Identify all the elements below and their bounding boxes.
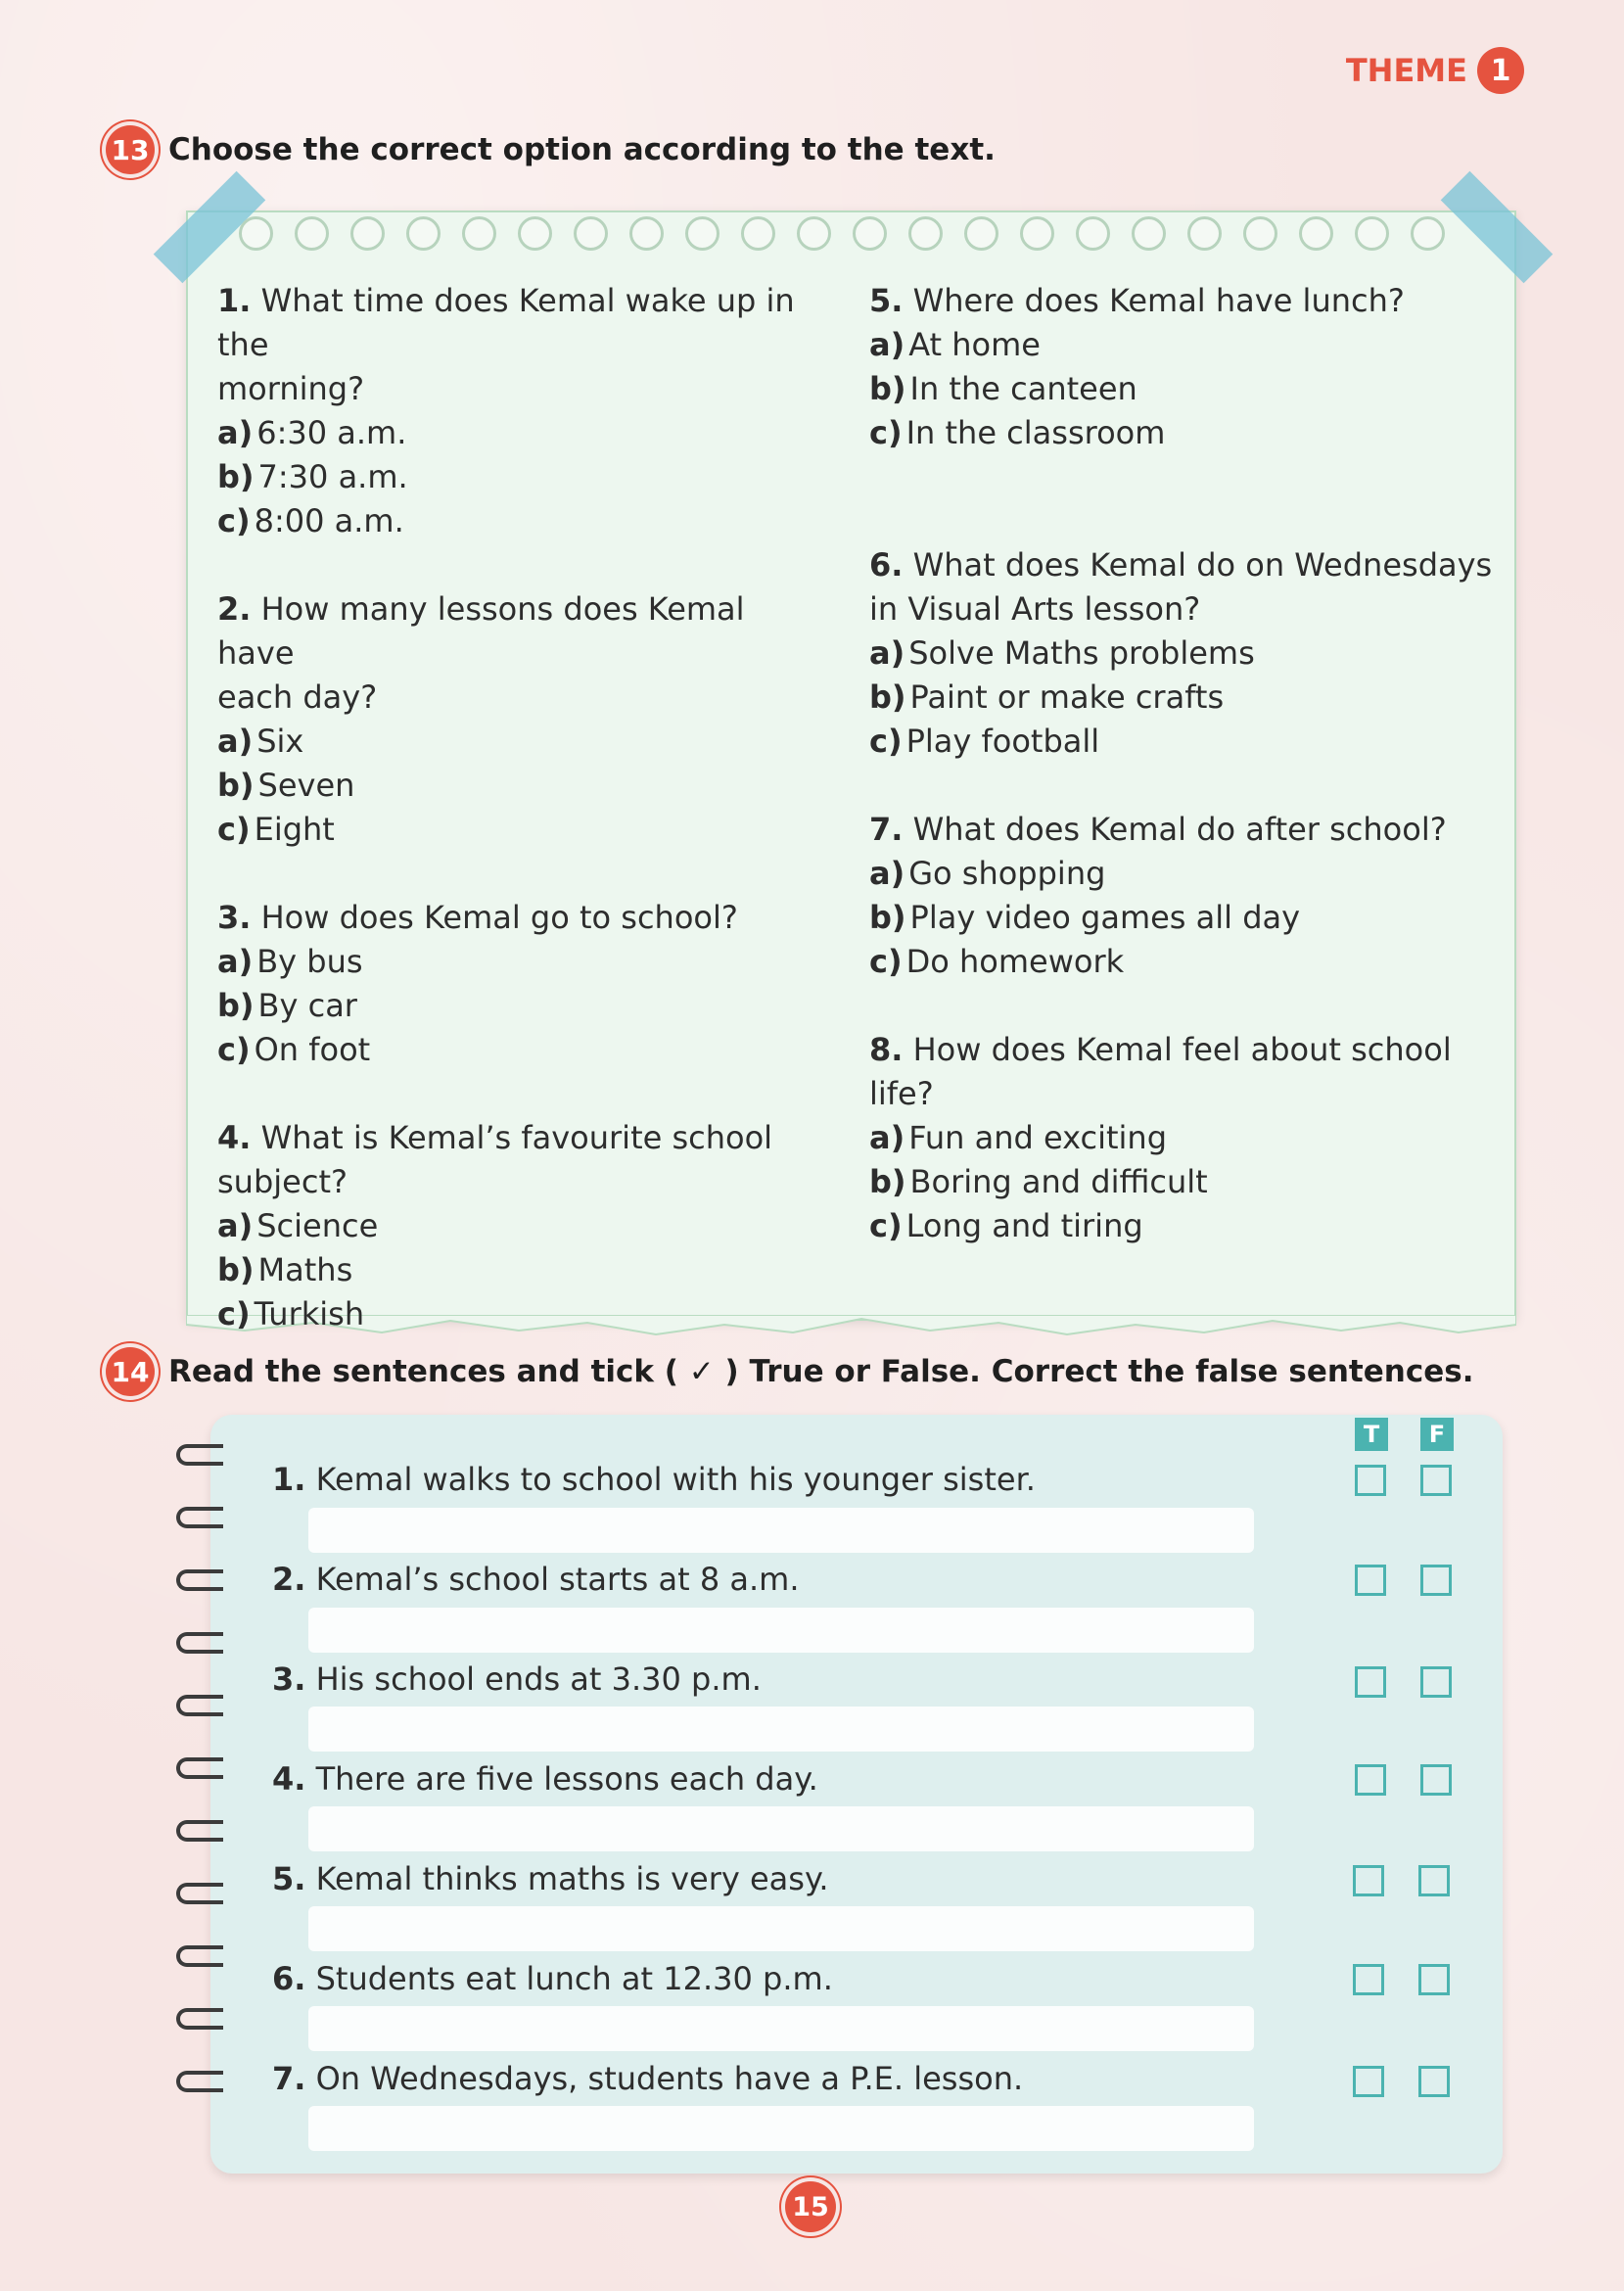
option-c[interactable]: c) Play football [869, 723, 1100, 760]
question-8 [869, 1028, 1496, 1248]
exercise-13-notebook-card [186, 210, 1516, 1333]
exercise-14-number: 14 [106, 1347, 155, 1396]
spiral-ring [176, 1757, 223, 1779]
question-text: Where does Kemal have lunch? [912, 282, 1405, 319]
sentence-number: 4. [272, 1760, 306, 1798]
answer-line[interactable] [308, 1806, 1254, 1851]
option-c[interactable]: c) Eight [217, 811, 335, 848]
sentence-text: On Wednesdays, students have a P.E. lesson. [315, 2060, 1024, 2097]
answer-line[interactable] [308, 1707, 1254, 1752]
tf-row-1 [272, 1460, 1486, 1499]
binder-hole [574, 216, 608, 251]
binder-hole [1076, 216, 1110, 251]
binder-hole [629, 216, 664, 251]
true-checkbox[interactable] [1353, 1964, 1384, 1995]
option-a[interactable]: a) Solve Maths problems [869, 634, 1255, 672]
spiral-ring [176, 1820, 223, 1842]
spiral-ring [176, 1444, 223, 1466]
exercise-13-number: 13 [106, 125, 155, 174]
sentence-text: Kemal thinks maths is very easy. [315, 1860, 829, 1897]
sentence-text: Kemal walks to school with his younger sister. [315, 1461, 1036, 1498]
question-text: How does Kemal go to school? [260, 899, 738, 936]
sentence-text: Kemal’s school starts at 8 a.m. [315, 1561, 800, 1598]
binder-hole [685, 216, 719, 251]
question-5 [869, 279, 1496, 455]
answer-line[interactable] [308, 2006, 1254, 2051]
option-b[interactable]: b) Play video games all day [869, 899, 1301, 936]
binder-hole [1355, 216, 1389, 251]
question-text: How many lessons does Kemal have [217, 590, 745, 672]
option-b[interactable]: b) 7:30 a.m. [217, 458, 408, 495]
false-checkbox[interactable] [1420, 1764, 1452, 1796]
option-a[interactable]: a) Six [217, 723, 304, 760]
false-checkbox[interactable] [1418, 1964, 1450, 1995]
sentence-number: 1. [272, 1461, 306, 1498]
answer-line[interactable] [308, 1608, 1254, 1653]
true-checkbox[interactable] [1353, 2066, 1384, 2097]
spiral-ring [176, 1945, 223, 1967]
option-b[interactable]: b) Seven [217, 767, 355, 804]
question-text: What does Kemal do on Wednesdays [912, 546, 1493, 584]
true-checkbox[interactable] [1355, 1764, 1386, 1796]
sentence-number: 2. [272, 1561, 306, 1598]
tf-row-7 [272, 2059, 1486, 2098]
binder-hole [1299, 216, 1333, 251]
option-c[interactable]: c) On foot [217, 1031, 371, 1068]
question-7 [869, 808, 1496, 984]
question-number: 4. [217, 1119, 252, 1156]
question-number: 3. [217, 899, 252, 936]
option-a[interactable]: a) 6:30 a.m. [217, 414, 407, 451]
exercise-14-header [106, 1347, 1473, 1396]
spiral-ring [176, 2008, 223, 2030]
exercise-13-header [106, 125, 996, 174]
sentence-number: 5. [272, 1860, 306, 1897]
tf-row-5 [272, 1859, 1486, 1898]
binder-hole [797, 216, 831, 251]
theme-label-text: THEME [1345, 52, 1467, 89]
question-text-cont: each day? [217, 678, 378, 716]
sentence-number: 3. [272, 1660, 306, 1698]
binder-hole [350, 216, 385, 251]
false-checkbox[interactable] [1418, 2066, 1450, 2097]
page-number: 15 [785, 2181, 836, 2232]
false-checkbox[interactable] [1420, 1666, 1452, 1698]
question-text-cont: morning? [217, 370, 365, 407]
exercise-13-instruction: Choose the correct option according to the text. [168, 132, 996, 167]
exercise-14-instruction: Read the sentences and tick ( ✓ ) True or False. Correct the false sentences. [168, 1354, 1474, 1389]
question-number: 2. [217, 590, 252, 628]
question-number: 6. [869, 546, 904, 584]
question-text-cont: life? [869, 1075, 934, 1112]
option-b[interactable]: b) Boring and difficult [869, 1163, 1208, 1200]
true-checkbox[interactable] [1355, 1565, 1386, 1596]
option-c[interactable]: c) Long and tiring [869, 1207, 1143, 1244]
question-text: What does Kemal do after school? [912, 811, 1447, 848]
true-checkbox[interactable] [1353, 1865, 1384, 1896]
binder-hole [1243, 216, 1277, 251]
option-b[interactable]: b) Maths [217, 1251, 353, 1288]
sentence-text: His school ends at 3.30 p.m. [315, 1660, 762, 1698]
option-c[interactable]: c) Do homework [869, 943, 1125, 980]
questions-left-column [217, 279, 824, 1380]
binder-hole [462, 216, 496, 251]
tf-row-3 [272, 1660, 1486, 1699]
question-text: What time does Kemal wake up in the [217, 282, 795, 363]
question-number: 8. [869, 1031, 904, 1068]
question-text: What is Kemal’s favourite school [260, 1119, 773, 1156]
question-number: 5. [869, 282, 904, 319]
option-a[interactable]: a) Go shopping [869, 855, 1106, 892]
question-text-cont: subject? [217, 1163, 348, 1200]
true-column-header: T [1355, 1418, 1388, 1451]
tf-row-2 [272, 1560, 1486, 1599]
binder-hole [1132, 216, 1166, 251]
answer-line[interactable] [308, 1906, 1254, 1951]
question-6 [869, 543, 1496, 764]
option-a[interactable]: a) Fun and exciting [869, 1119, 1167, 1156]
theme-number-badge: 1 [1477, 47, 1524, 94]
theme-label [1346, 47, 1524, 94]
binder-hole [239, 216, 273, 251]
question-number: 1. [217, 282, 252, 319]
question-number: 7. [869, 811, 904, 848]
question-2 [217, 587, 824, 852]
binder-hole [1411, 216, 1445, 251]
sentence-text: There are five lessons each day. [315, 1760, 818, 1798]
option-b[interactable]: b) In the canteen [869, 370, 1137, 407]
option-b[interactable]: b) Paint or make crafts [869, 678, 1225, 716]
spiral-ring [176, 1695, 223, 1716]
question-4 [217, 1116, 824, 1336]
binder-hole [1187, 216, 1222, 251]
question-3 [217, 896, 824, 1072]
binder-hole [406, 216, 441, 251]
option-c[interactable]: c) In the classroom [869, 414, 1166, 451]
question-1 [217, 279, 824, 543]
answer-line[interactable] [308, 2106, 1254, 2151]
tf-row-4 [272, 1759, 1486, 1799]
option-b[interactable]: b) By car [217, 987, 357, 1024]
binder-hole [908, 216, 943, 251]
option-c[interactable]: c) 8:00 a.m. [217, 502, 404, 539]
false-checkbox[interactable] [1418, 1865, 1450, 1896]
binder-hole [741, 216, 775, 251]
sentence-number: 7. [272, 2060, 306, 2097]
notebook-spirals [176, 1444, 235, 2129]
spiral-ring [176, 2071, 223, 2092]
questions-right-column [869, 279, 1496, 1292]
spiral-ring [176, 1883, 223, 1904]
binder-hole [853, 216, 887, 251]
option-a[interactable]: a) By bus [217, 943, 363, 980]
binder-hole [518, 216, 552, 251]
binder-hole [964, 216, 998, 251]
binder-hole [1020, 216, 1054, 251]
spiral-ring [176, 1507, 223, 1528]
true-checkbox[interactable] [1355, 1666, 1386, 1698]
answer-line[interactable] [308, 1508, 1254, 1553]
spiral-ring [176, 1632, 223, 1654]
option-a[interactable]: a) Science [217, 1207, 379, 1244]
question-text: How does Kemal feel about school [912, 1031, 1452, 1068]
false-column-header: F [1420, 1418, 1454, 1451]
false-checkbox[interactable] [1420, 1465, 1452, 1496]
option-a[interactable]: a) At home [869, 326, 1041, 363]
tf-row-6 [272, 1959, 1486, 1998]
binder-holes [239, 216, 1445, 251]
option-c[interactable]: c) Turkish [217, 1295, 365, 1333]
false-checkbox[interactable] [1420, 1565, 1452, 1596]
question-text-cont: in Visual Arts lesson? [869, 590, 1201, 628]
spiral-ring [176, 1569, 223, 1591]
binder-hole [295, 216, 329, 251]
true-checkbox[interactable] [1355, 1465, 1386, 1496]
sentence-text: Students eat lunch at 12.30 p.m. [315, 1960, 833, 1997]
sentence-number: 6. [272, 1960, 306, 1997]
